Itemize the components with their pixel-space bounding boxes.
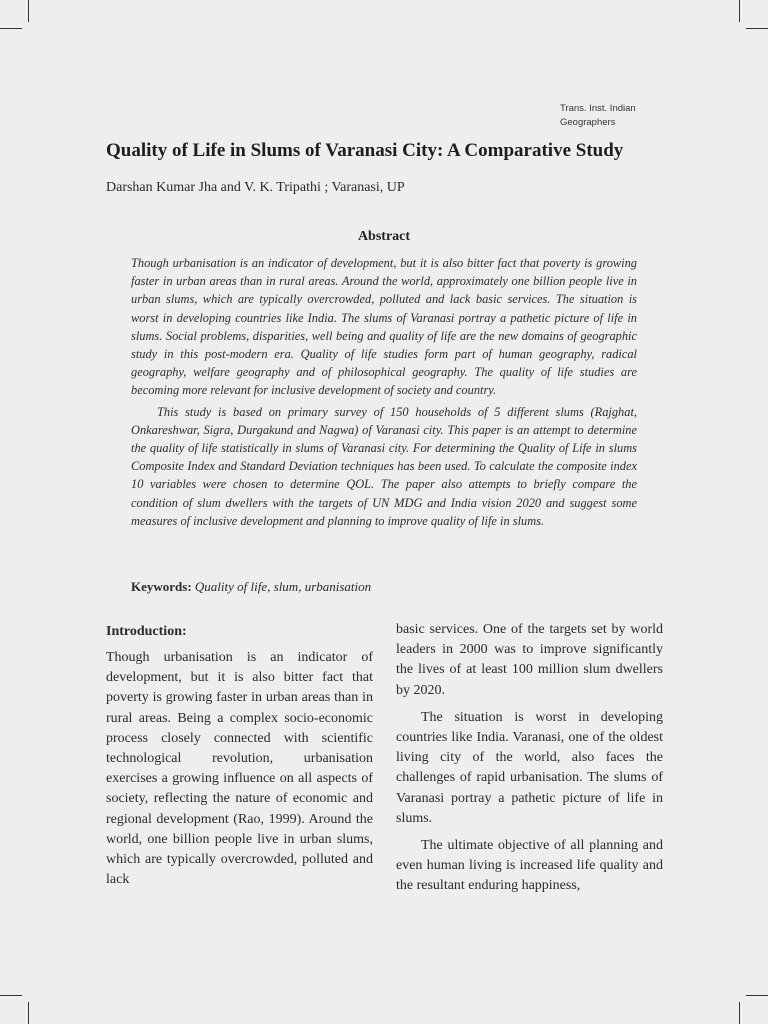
abstract-paragraph: This study is based on primary survey of 150 households of 5 different slums (Rajghat, Onkareshwar, Sigra, Durgakund and Nagwa) of Varanasi city. This paper is an attempt to determine the quality of life statistically in slums of Varanasi city. For determining the Quality of Life in slums Composite Index and Standard Deviation techniques has been used. To calculate the composite index 10 variables were chosen to determine QOL. The paper also attempts to briefly compare the condition of slum dwellers with the targets of UN MDG and India vision 2020 and suggest some measures of inclusive development and planning to improve quality of life in slums.: [131, 404, 637, 528]
abstract-paragraph: Though urbanisation is an indicator of development, but it is also bitter fact that poverty is growing faster in urban areas than in rural areas. Around the world, approximately one billion people live in urban slums, which are typically overcrowded, polluted and lack basic services. The situation is worst in developing countries like India. The slums of Varanasi portray a pathetic picture of life in slums. Social problems, disparities, well being and quality of life are the new domains of geographic study in this post-modern era. Quality of life studies form part of human geography, radical geography, welfare geography and of philosophical geography. The quality of life studies are becoming more relevant for inclusive development of society and country.: [131, 256, 637, 398]
section-heading: Introduction:: [106, 624, 187, 639]
crop-mark: [0, 995, 22, 996]
keywords-text: Quality of life, slum, urbanisation: [194, 579, 372, 594]
crop-mark: [746, 28, 768, 29]
crop-mark: [0, 28, 22, 29]
journal-name-line: Geographers: [560, 117, 616, 128]
journal-name-line: Trans. Inst. Indian: [560, 103, 636, 114]
body-column-right: [396, 620, 663, 904]
abstract-body: [131, 254, 637, 533]
keywords-label: Keywords:: [131, 579, 192, 594]
body-column-left: [106, 620, 373, 897]
crop-mark: [28, 1002, 29, 1024]
body-paragraph: The situation is worst in developing countries like India. Varanasi, one of the oldest living city of the world, also faces the challenges of rapid urbanisation. The slums of Varanasi portray a pathetic picture of life in slums.: [396, 709, 663, 826]
body-paragraph: Though urbanisation is an indicator of development, but it is also bitter fact that poverty is growing faster in urban areas than in rural areas. Being a complex socio-economic process closely connected with scientific technological revolution, urbanisation exercises a growing influence on all aspects of society, reflecting the nature of economic and regional development (Rao, 1999). Around the world, one billion people live in urban slums, which are typically overcrowded, polluted and lack: [106, 650, 373, 888]
crop-mark: [739, 1002, 740, 1024]
paper-title: Quality of Life in Slums of Varanasi City: A Comparative Study: [106, 140, 624, 161]
body-paragraph: basic services. One of the targets set by world leaders in 2000 was to improve significantly the lives of at least 100 million slum dwellers by 2020.: [396, 622, 663, 698]
crop-mark: [746, 995, 768, 996]
crop-mark: [739, 0, 740, 22]
crop-mark: [28, 0, 29, 22]
keywords: [131, 579, 371, 595]
abstract-heading: Abstract: [357, 229, 411, 244]
journal-name: [560, 102, 690, 130]
paper-authors: Darshan Kumar Jha and V. K. Tripathi ; Varanasi, UP: [106, 180, 405, 195]
body-paragraph: The ultimate objective of all planning and even human living is increased life quality and the resultant enduring happiness,: [396, 838, 663, 894]
